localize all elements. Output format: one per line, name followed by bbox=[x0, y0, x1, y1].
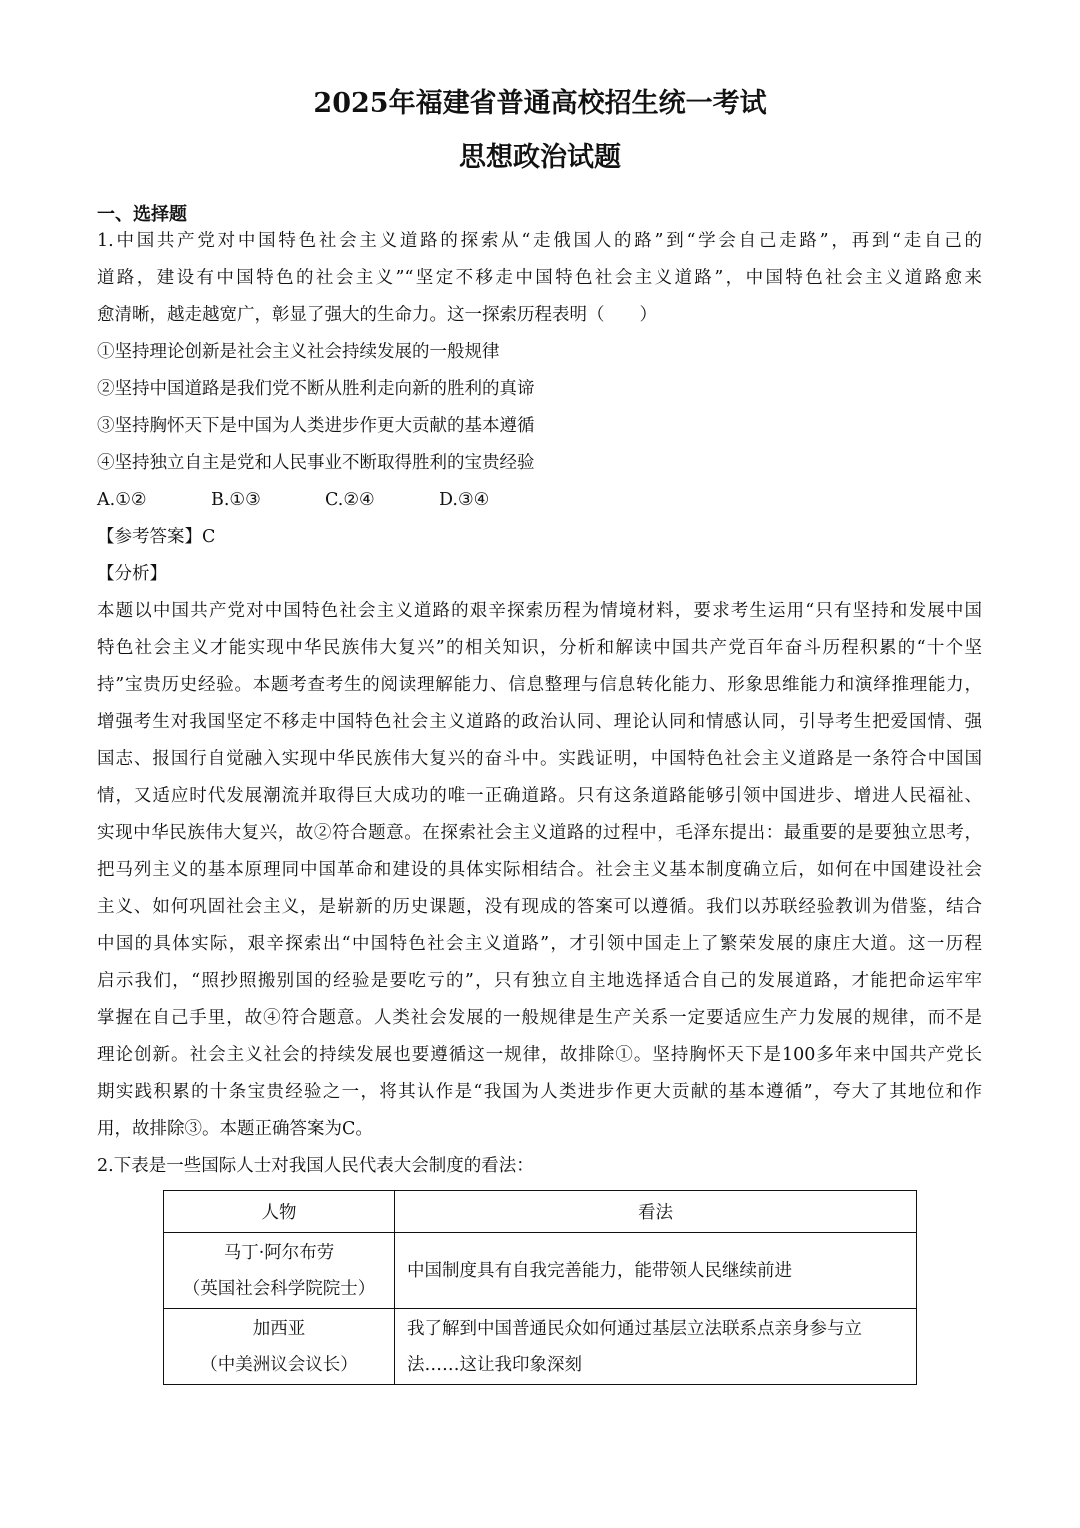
table-cell-view: 我了解到中国普通民众如何通过基层立法联系点亲身参与立法……这让我印象深刻 bbox=[395, 1309, 917, 1385]
q2-stem: 2.下表是一些国际人士对我国人民代表大会制度的看法： bbox=[97, 1156, 534, 1176]
table-header-row bbox=[164, 1191, 917, 1233]
q1-statement: ①坚持理论创新是社会主义社会持续发展的一般规律 bbox=[97, 342, 500, 362]
q1-statement: ③坚持胸怀天下是中国为人类进步作更大贡献的基本遵循 bbox=[97, 416, 535, 436]
analysis-line: 启示我们，“照抄照搬别国的经验是要吃亏的”，只有独立自主地选择适合自己的发展道路，才能把命运牢牢 bbox=[97, 971, 982, 991]
analysis-line: 中国的具体实际，艰辛探索出“中国特色社会主义道路”，才引领中国走上了繁荣发展的康庄大道。这一历程 bbox=[97, 934, 982, 954]
q1-option-b[interactable]: B.①③ bbox=[211, 490, 261, 510]
person-title: （中美洲议会议长） bbox=[200, 1354, 358, 1375]
table-header-view: 看法 bbox=[395, 1191, 917, 1233]
table-row bbox=[164, 1233, 917, 1309]
q1-statement: ④坚持独立自主是党和人民事业不断取得胜利的宝贵经验 bbox=[97, 453, 535, 473]
analysis-line: 本题以中国共产党对中国特色社会主义道路的艰辛探索历程为情境材料，要求考生运用“只有坚持和发展中国 bbox=[97, 601, 982, 621]
analysis-line: 增强考生对我国坚定不移走中国特色社会主义道路的政治认同、理论认同和情感认同，引导考生把爱国情、强 bbox=[97, 712, 982, 732]
analysis-line: 把马列主义的基本原理同中国革命和建设的具体实际相结合。社会主义基本制度确立后，如何在中国建设社会 bbox=[97, 860, 982, 880]
analysis-line: 特色社会主义才能实现中华民族伟大复兴”的相关知识，分析和解读中国共产党百年奋斗历程积累的“十个坚 bbox=[97, 638, 982, 658]
exam-title: 2025年福建省普通高校招生统一考试 bbox=[313, 88, 767, 119]
q1-option-d[interactable]: D.③④ bbox=[439, 490, 490, 510]
q1-statement: ②坚持中国道路是我们党不断从胜利走向新的胜利的真谛 bbox=[97, 379, 535, 399]
q1-stem-line: 道路，建设有中国特色的社会主义”“坚定不移走中国特色社会主义道路”，中国特色社会主义道路愈来 bbox=[97, 268, 982, 288]
person-name: 马丁·阿尔布劳 bbox=[223, 1242, 335, 1263]
table-cell-person bbox=[164, 1309, 395, 1385]
analysis-line: 国志、报国行自觉融入实现中华民族伟大复兴的奋斗中。实践证明，中国特色社会主义道路是一条符合中国国 bbox=[97, 749, 982, 769]
q1-answer: 【参考答案】C bbox=[97, 527, 216, 547]
analysis-line: 情，又适应时代发展潮流并取得巨大成功的唯一正确道路。只有这条道路能够引领中国进步、增进人民福祉、 bbox=[97, 786, 982, 806]
analysis-line: 主义、如何巩固社会主义，是崭新的历史课题，没有现成的答案可以遵循。我们以苏联经验教训为借鉴，结合 bbox=[97, 897, 982, 917]
q1-option-c[interactable]: C.②④ bbox=[325, 490, 375, 510]
table-cell-view: 中国制度具有自我完善能力，能带领人民继续前进 bbox=[395, 1233, 917, 1309]
opinions-table bbox=[163, 1190, 917, 1385]
table-cell-person bbox=[164, 1233, 395, 1309]
analysis-line: 用，故排除③。本题正确答案为C。 bbox=[97, 1119, 373, 1139]
section-heading: 一、选择题 bbox=[97, 204, 187, 225]
q1-stem-line: 1.中国共产党对中国特色社会主义道路的探索从“走俄国人的路”到“学会自己走路”，再到“走自己的 bbox=[97, 231, 982, 251]
analysis-line: 期实践积累的十条宝贵经验之一，将其认作是“我国为人类进步作更大贡献的基本遵循”，夸大了其地位和作 bbox=[97, 1082, 982, 1102]
q1-option-a[interactable]: A.①② bbox=[97, 490, 147, 510]
person-title: （英国社会科学院院士） bbox=[182, 1278, 376, 1299]
analysis-line: 持”宝贵历史经验。本题考查考生的阅读理解能力、信息整理与信息转化能力、形象思维能力和演绎推理能力， bbox=[97, 675, 982, 695]
exam-subject-title: 思想政治试题 bbox=[459, 142, 621, 173]
table-header-person: 人物 bbox=[164, 1191, 395, 1233]
analysis-line: 理论创新。社会主义社会的持续发展也要遵循这一规律，故排除①。坚持胸怀天下是100多年来中国共产党长 bbox=[97, 1045, 982, 1065]
q1-stem-line: 愈清晰，越走越宽广，彰显了强大的生命力。这一探索历程表明（ ） bbox=[97, 305, 657, 325]
analysis-line: 实现中华民族伟大复兴，故②符合题意。在探索社会主义道路的过程中，毛泽东提出：最重要的是要独立思考， bbox=[97, 823, 982, 843]
table-row bbox=[164, 1309, 917, 1385]
q1-analysis-label: 【分析】 bbox=[97, 564, 167, 584]
person-name: 加西亚 bbox=[252, 1318, 306, 1339]
analysis-line: 掌握在自己手里，故④符合题意。人类社会发展的一般规律是生产关系一定要适应生产力发展的规律，而不是 bbox=[97, 1008, 982, 1028]
